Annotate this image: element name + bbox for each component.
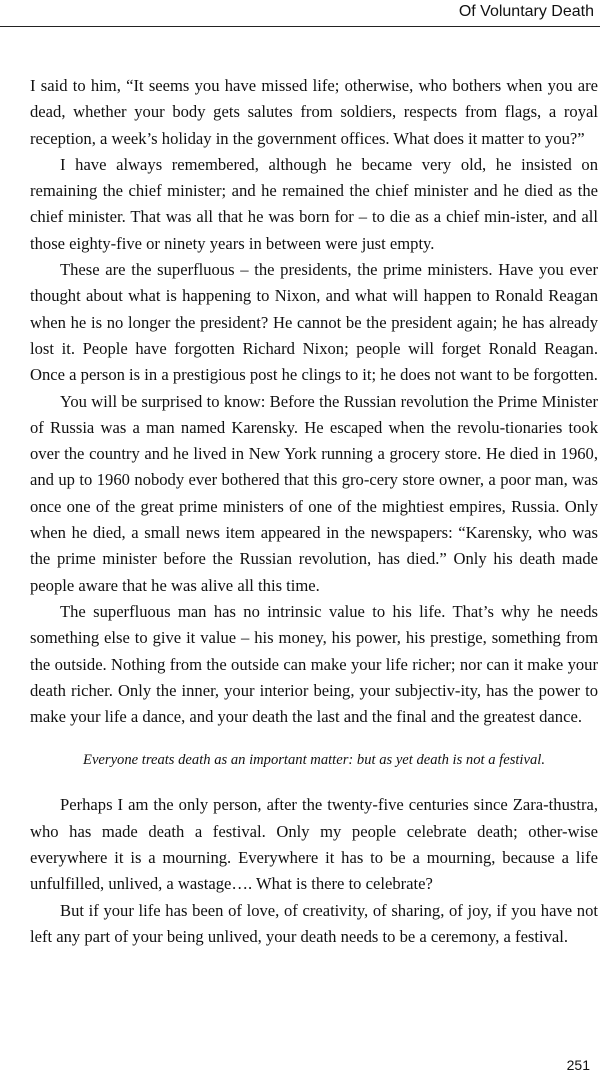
paragraph-7: But if your life has been of love, of creativity, of sharing, of joy, if you have not left any part of your being unlived, your death needs to be a ceremony, a festival. (30, 900, 598, 946)
page-body (30, 73, 598, 950)
page-number: 251 (566, 1057, 590, 1073)
block-quote: Everyone treats death as an important matter: but as yet death is not a festival. (83, 752, 545, 769)
paragraph-6: Perhaps I am the only person, after the twenty-five centuries since Zara-thustra, who has made death a festival. Only my people celebrate death; other-wise everywhere it is a mourning. Everywhere it has to be a mourning, because a life unfulfilled, unlived, a wastage…. What is there to celebrate? (30, 795, 598, 894)
paragraph-3: These are the superfluous – the presidents, the prime ministers. Have you ever thought about what is happening to Nixon, and what will happen to Ronald Reagan when he is no longer the president? He cannot be the president again; he has already lost it. People have forgotten Richard Nixon; people will forget Ronald Reagan. Once a person is in a prestigious post he clings to it; he does not want to be forgotten. (30, 260, 598, 385)
paragraph-2: I have always remembered, although he became very old, he insisted on remaining the chief minister; and he remained the chief minister and he died as the chief minister. That was all that he was born for – to die as a chief min-ister, and all those eighty-five or ninety years in between were just empty. (30, 154, 598, 253)
running-head: Of Voluntary Death (458, 3, 594, 20)
header-rule (0, 26, 600, 27)
paragraph-1: I said to him, “It seems you have missed life; otherwise, who bothers when you are dead, whether your body gets salutes from soldiers, respects from flags, a royal reception, a week’s holiday in the government offices. What does it matter to you?” (30, 76, 598, 148)
paragraph-4: You will be surprised to know: Before the Russian revolution the Prime Minister of Russia was a man named Karensky. He escaped when the revolu-tionaries took over the country and he lived in New York running a grocery store. He died in 1960, and up to 1960 nobody ever bothered that this gro-cery store owner, a poor man, was once one of the great prime ministers of one of the mightiest empires, Russia. Only when he died, a small news item appeared in the newspapers: “Karensky, who was the prime minister before the Russian revolution, has died.” Only his death made people aware that he was alive all this time. (30, 391, 598, 595)
paragraph-5: The superfluous man has no intrinsic value to his life. That’s why he needs something else to give it value – his money, his power, his prestige, something from the outside. Nothing from the outside can make your life richer; nor can it make your death richer. Only the inner, your interior being, your subjectiv-ity, has the power to make your life a dance, and your death the last and the final and the greatest dance. (30, 601, 598, 727)
